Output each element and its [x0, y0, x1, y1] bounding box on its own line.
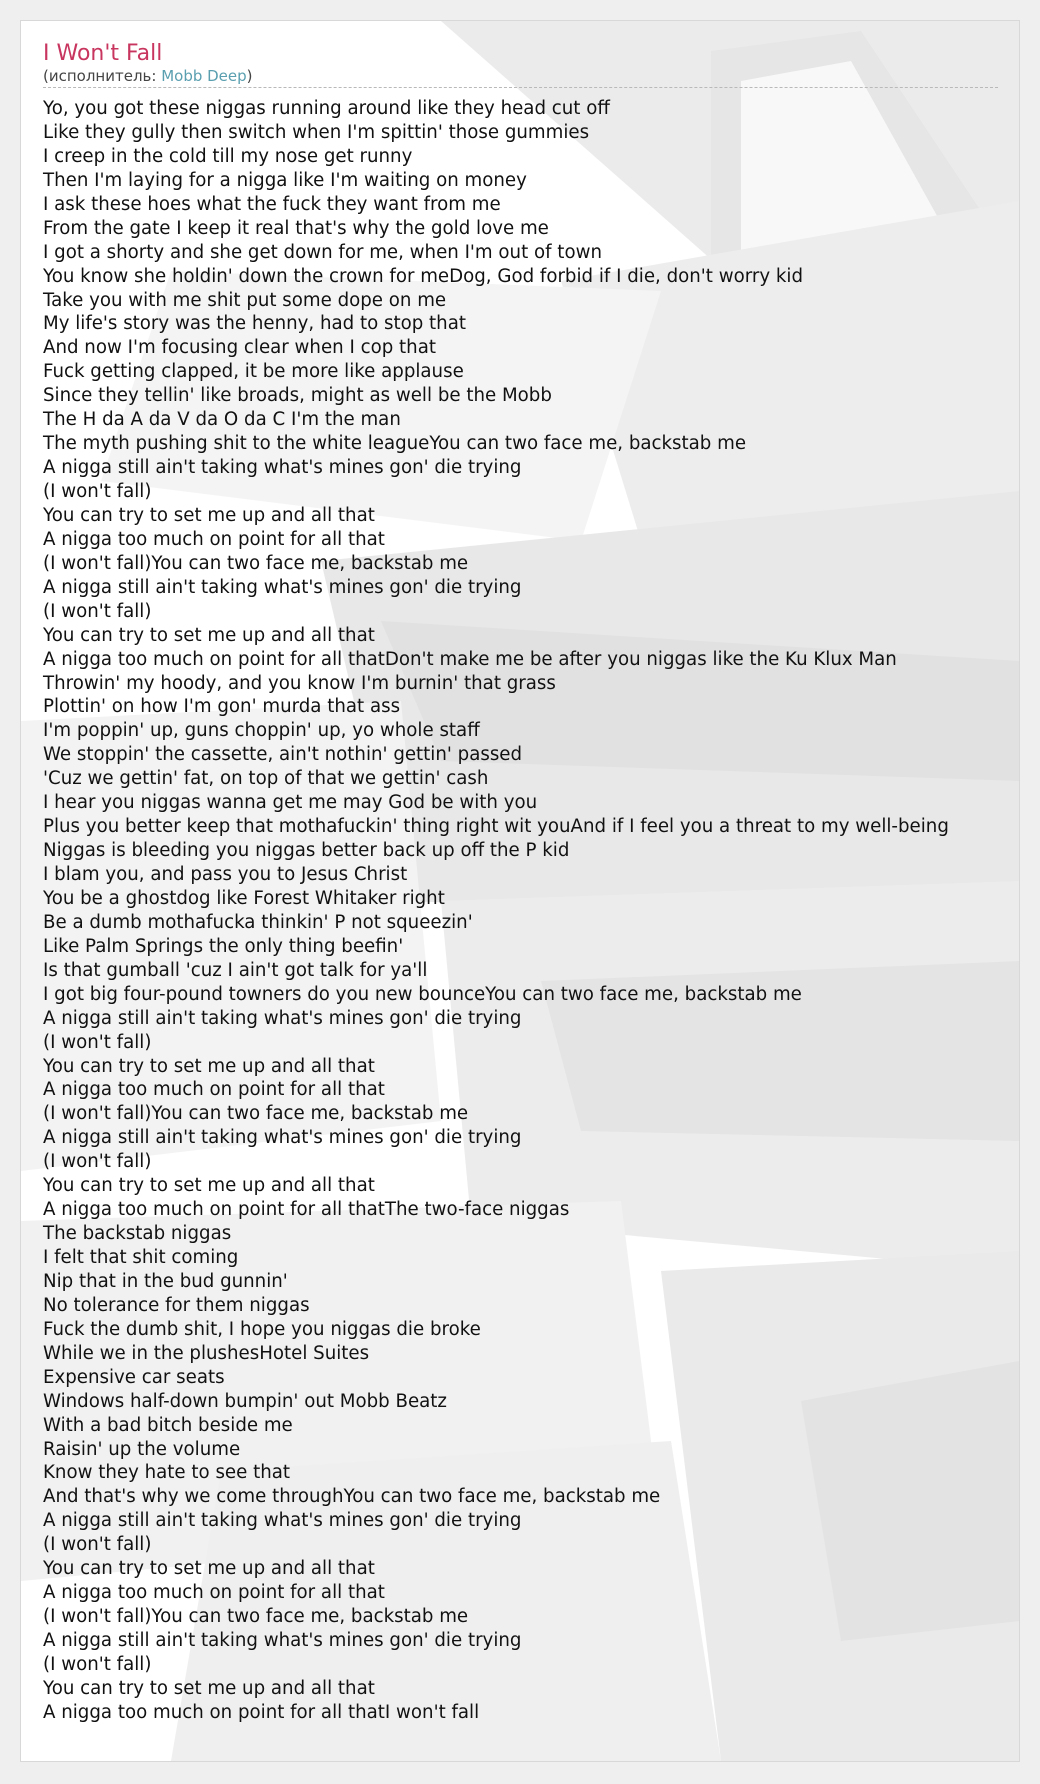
lyric-line: Know they hate to see that: [43, 1462, 291, 1484]
lyric-line: A nigga too much on point for all thatDon't make me be after you niggas like the Ku Klux Man: [43, 648, 897, 670]
lyric-line: You be a ghostdog like Forest Whitaker right: [43, 887, 445, 909]
lyric-line: Fuck the dumb shit, I hope you niggas die broke: [43, 1318, 481, 1340]
lyric-line: (I won't fall): [43, 1653, 152, 1675]
lyric-line: A nigga too much on point for all thatThe two-face niggas: [43, 1199, 570, 1221]
lyric-line: You can try to set me up and all that: [43, 1175, 375, 1197]
lyric-line: I creep in the cold till my nose get runny: [43, 145, 413, 167]
lyric-line: I got big four-pound towners do you new bounceYou can two face me, backstab me: [43, 983, 802, 1005]
lyric-line: You can try to set me up and all that: [43, 1055, 375, 1077]
lyric-line: Plottin' on how I'm gon' murda that ass: [43, 696, 401, 718]
lyric-line: I felt that shit coming: [43, 1247, 239, 1268]
lyric-line: Fuck getting clapped, it be more like applause: [43, 361, 464, 383]
lyric-line: A nigga too much on point for all that: [43, 1582, 385, 1604]
lyric-line: Throwin' my hoody, and you know I'm burnin' that grass: [43, 672, 556, 694]
lyric-line: A nigga still ain't taking what's mines gon' die trying: [43, 1510, 522, 1532]
lyric-line: Niggas is bleeding you niggas better back up off the P kid: [43, 840, 570, 862]
lyric-line: A nigga too much on point for all that: [43, 1079, 385, 1101]
lyric-line: You can try to set me up and all that: [43, 504, 375, 526]
lyric-line: Like they gully then switch when I'm spittin' those gummies: [43, 121, 590, 143]
lyric-line: I blam you, and pass you to Jesus Christ: [43, 864, 408, 885]
lyric-line: (I won't fall): [43, 481, 152, 502]
lyric-line: My life's story was the henny, had to stop that: [43, 313, 466, 335]
lyric-line: Raisin' up the volume: [43, 1438, 241, 1460]
lyric-line: I hear you niggas wanna get me may God be with you: [43, 792, 538, 814]
lyric-line: Windows half-down bumpin' out Mobb Beatz: [43, 1390, 447, 1412]
lyric-line: A nigga too much on point for all that: [43, 528, 385, 550]
lyric-line: You can try to set me up and all that: [43, 1558, 375, 1580]
lyric-line: A nigga still ain't taking what's mines gon' die trying: [43, 1630, 522, 1651]
lyric-line: Nip that in the bud gunnin': [43, 1270, 288, 1292]
artist-suffix: ): [246, 67, 253, 85]
lyric-line: Since they tellin' like broads, might as well be the Mobb: [43, 385, 552, 407]
lyric-line: (I won't fall)You can two face me, backstab me: [43, 552, 469, 574]
lyric-line: Is that gumball 'cuz I ain't got talk for ya'll: [43, 959, 428, 981]
lyric-line: (I won't fall): [43, 600, 152, 622]
lyric-line: While we in the plushesHotel Suites: [43, 1342, 370, 1364]
lyric-line: Take you with me shit put some dope on me: [43, 289, 447, 311]
lyric-line: Expensive car seats: [43, 1366, 225, 1388]
lyric-line: I ask these hoes what the fuck they want from me: [43, 193, 501, 215]
lyric-line: A nigga still ain't taking what's mines gon' die trying: [43, 1007, 522, 1029]
lyric-line: The myth pushing shit to the white leagueYou can two face me, backstab me: [43, 433, 747, 455]
lyric-line: We stoppin' the cassette, ain't nothin' gettin' passed: [43, 744, 523, 766]
lyric-line: (I won't fall): [43, 1534, 152, 1556]
artist-link[interactable]: Mobb Deep: [161, 67, 247, 85]
lyric-line: With a bad bitch beside me: [43, 1414, 293, 1436]
lyric-line: Plus you better keep that mothafuckin' thing right wit youAnd if I feel you a threat to my well-being: [43, 816, 949, 838]
artist-line: [43, 67, 998, 88]
lyric-line: The backstab niggas: [43, 1223, 232, 1245]
lyric-line: You can try to set me up and all that: [43, 624, 375, 646]
lyric-line: A nigga still ain't taking what's mines gon' die trying: [43, 1127, 522, 1149]
lyric-line: (I won't fall): [43, 1151, 152, 1173]
lyric-line: I'm poppin' up, guns choppin' up, yo whole staff: [43, 720, 480, 742]
lyric-line: A nigga still ain't taking what's mines gon' die trying: [43, 576, 522, 598]
lyrics-text: [43, 97, 1003, 1725]
lyric-line: The H da A da V da O da C I'm the man: [43, 409, 401, 431]
lyric-line: A nigga still ain't taking what's mines gon' die trying: [43, 457, 522, 479]
artist-prefix: (исполнитель:: [43, 67, 162, 85]
lyric-line: 'Cuz we gettin' fat, on top of that we gettin' cash: [43, 768, 489, 790]
lyrics-page: [20, 20, 1020, 1762]
lyric-line: Then I'm laying for a nigga like I'm waiting on money: [43, 169, 527, 191]
lyric-line: A nigga too much on point for all thatI won't fall: [43, 1701, 480, 1723]
lyric-line: You can try to set me up and all that: [43, 1677, 375, 1699]
lyric-line: (I won't fall)You can two face me, backstab me: [43, 1103, 469, 1125]
lyric-line: (I won't fall)You can two face me, backstab me: [43, 1606, 469, 1628]
lyric-line: And now I'm focusing clear when I cop that: [43, 337, 436, 359]
lyric-line: I got a shorty and she get down for me, when I'm out of town: [43, 241, 602, 263]
lyric-line: Yo, you got these niggas running around like they head cut off: [43, 98, 610, 119]
lyric-line: You know she holdin' down the crown for meDog, God forbid if I die, don't worry kid: [43, 265, 804, 287]
lyric-line: From the gate I keep it real that's why the gold love me: [43, 217, 549, 239]
song-title: I Won't Fall: [43, 41, 163, 66]
lyric-line: Be a dumb mothafucka thinkin' P not squeezin': [43, 911, 473, 933]
lyric-line: (I won't fall): [43, 1031, 152, 1053]
lyric-line: Like Palm Springs the only thing beefin': [43, 935, 404, 957]
lyric-line: No tolerance for them niggas: [43, 1294, 310, 1316]
song-content: [43, 41, 1003, 1725]
lyric-line: And that's why we come throughYou can two face me, backstab me: [43, 1486, 661, 1508]
